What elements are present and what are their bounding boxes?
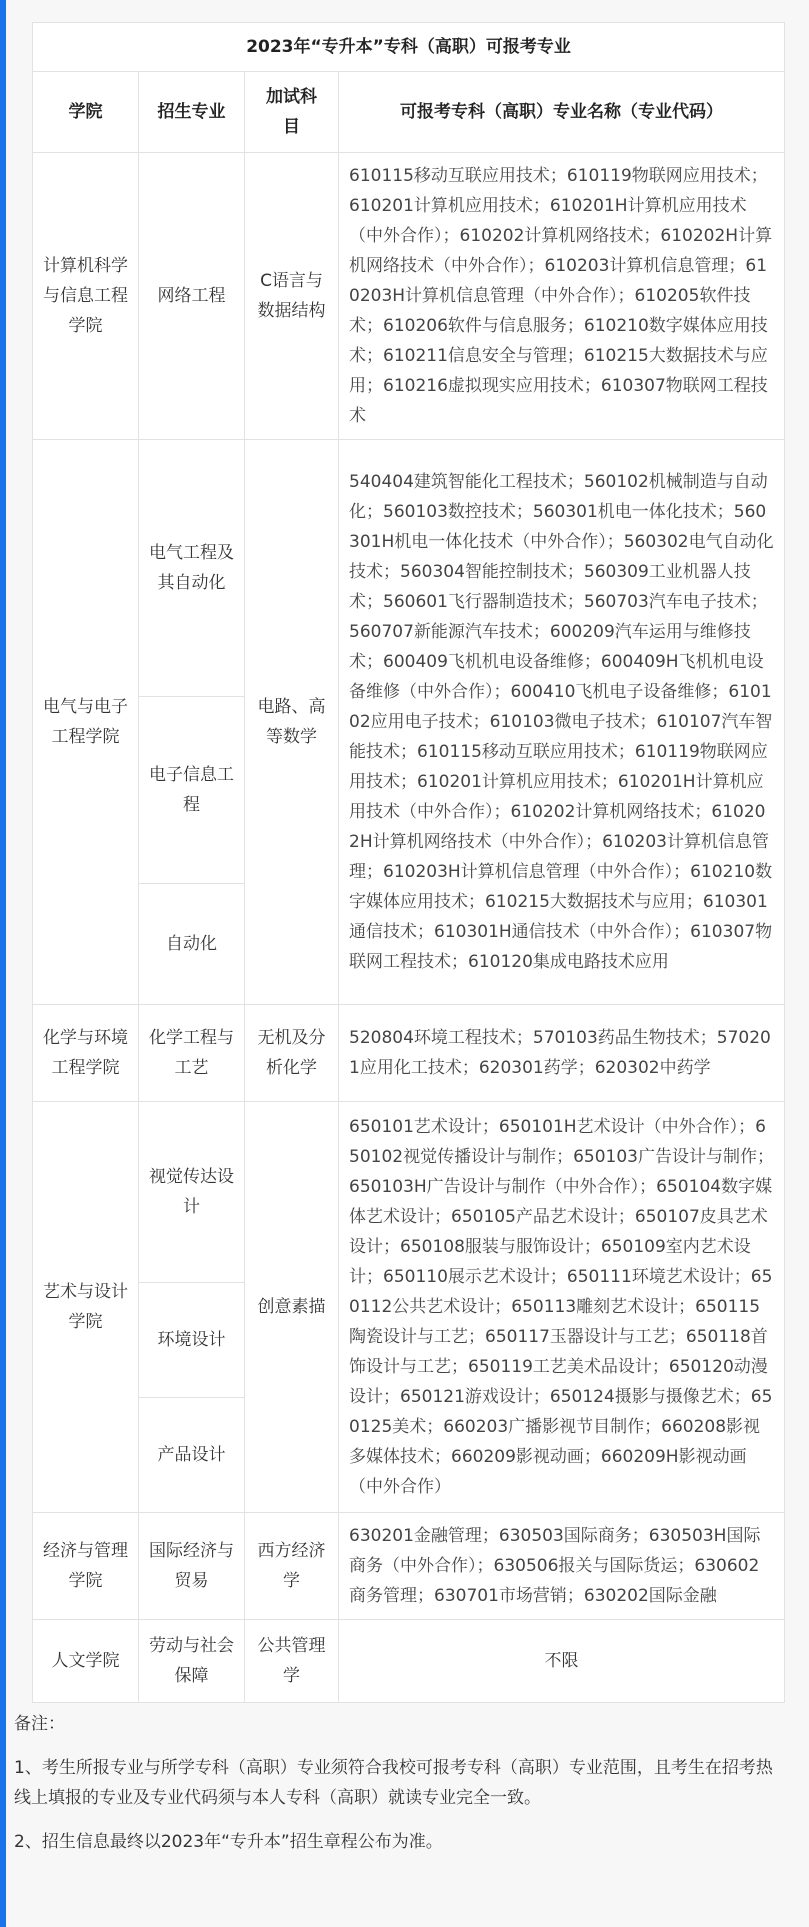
table-row — [33, 440, 785, 697]
exam-cell: 西方经济学 — [245, 1513, 339, 1620]
major-cell: 自动化 — [139, 884, 245, 1005]
college-cell: 人文学院 — [33, 1620, 139, 1703]
table-row — [33, 1102, 785, 1283]
eligible-cell: 540404建筑智能化工程技术；560102机械制造与自动化；560103数控技术；560301机电一体化技术；560301H机电一体化技术（中外合作）；560302电气自动化技术；560304智能控制技术；560309工业机器人技术；560601飞行器制造技术；560703汽车电子技术；560707新能源汽车技术；600209汽车运用与维修技术；600409飞机机电设备维修；600409H飞机机电设备维修（中外合作）；600410飞机电子设备维修；610102应用电子技术；610103微电子技术；610107汽车智能技术；610115移动互联应用技术；610119物联网应用技术；610201计算机应用技术；610201H计算机应用技术（中外合作）；610202计算机网络技术；610202H计算机网络技术（中外合作）；610203计算机信息管理；610203H计算机信息管理（中外合作）；610210数字媒体应用技术；610215大数据技术与应用；610301通信技术；610301H通信技术（中外合作）；610307物联网工程技术；610120集成电路技术应用 — [339, 440, 785, 1005]
header-row — [33, 72, 785, 153]
major-cell: 国际经济与贸易 — [139, 1513, 245, 1620]
major-cell: 电子信息工程 — [139, 697, 245, 884]
header-eligible: 可报考专科（高职）专业名称（专业代码） — [339, 72, 785, 153]
eligible-cell: 650101艺术设计；650101H艺术设计（中外合作）；650102视觉传播设计与制作；650103广告设计与制作；650103H广告设计与制作（中外合作）；650104数字媒体艺术设计；650105产品艺术设计；650107皮具艺术设计；650108服装与服饰设计；650109室内艺术设计；650110展示艺术设计；650111环境艺术设计；650112公共艺术设计；650113雕刻艺术设计；650115陶瓷设计与工艺；650117玉器设计与工艺；650118首饰设计与工艺；650119工艺美术品设计；650120动漫设计；650121游戏设计；650124摄影与摄像艺术；650125美术；660203广播影视节目制作；660208影视多媒体技术；660209影视动画；660209H影视动画（中外合作） — [339, 1102, 785, 1513]
college-cell: 电气与电子工程学院 — [33, 440, 139, 1005]
table-row — [33, 153, 785, 440]
note-item: 1、考生所报专业与所学专科（高职）专业须符合我校可报考专科（高职）专业范围，且考生在招考热线上填报的专业及专业代码须与本人专科（高职）就读专业完全一致。 — [14, 1758, 773, 1808]
majors-table — [32, 22, 785, 1703]
table-row — [33, 1513, 785, 1620]
exam-cell: 电路、高等数学 — [245, 440, 339, 1005]
table-row — [33, 1620, 785, 1703]
major-cell: 网络工程 — [139, 153, 245, 440]
exam-cell: 无机及分析化学 — [245, 1005, 339, 1102]
header-exam: 加试科目 — [245, 72, 339, 153]
eligible-cell: 不限 — [339, 1620, 785, 1703]
college-cell: 化学与环境工程学院 — [33, 1005, 139, 1102]
major-cell: 化学工程与工艺 — [139, 1005, 245, 1102]
table-title: 2023年“专升本”专科（高职）可报考专业 — [33, 23, 785, 72]
note-item: 2、招生信息最终以2023年“专升本”招生章程公布为准。 — [14, 1832, 443, 1852]
exam-cell: C语言与数据结构 — [245, 153, 339, 440]
eligible-cell: 610115移动互联应用技术；610119物联网应用技术；610201计算机应用技术；610201H计算机应用技术（中外合作）；610202计算机网络技术；610202H计算机网络技术（中外合作）；610203计算机信息管理；610203H计算机信息管理（中外合作）；610205软件技术；610206软件与信息服务；610210数字媒体应用技术；610211信息安全与管理；610215大数据技术与应用；610216虚拟现实应用技术；610307物联网工程技术 — [339, 153, 785, 440]
major-cell: 电气工程及其自动化 — [139, 440, 245, 697]
notes — [14, 1709, 784, 1857]
major-cell: 劳动与社会保障 — [139, 1620, 245, 1703]
left-accent-bar — [0, 0, 6, 1927]
eligible-cell: 630201金融管理；630503国际商务；630503H国际商务（中外合作）；630506报关与国际货运；630602商务管理；630701市场营销；630202国际金融 — [339, 1513, 785, 1620]
college-cell: 艺术与设计学院 — [33, 1102, 139, 1513]
major-cell: 视觉传达设计 — [139, 1102, 245, 1283]
content — [14, 22, 784, 1857]
college-cell: 计算机科学与信息工程学院 — [33, 153, 139, 440]
header-major: 招生专业 — [139, 72, 245, 153]
table-row — [33, 1005, 785, 1102]
college-cell: 经济与管理学院 — [33, 1513, 139, 1620]
major-cell: 产品设计 — [139, 1398, 245, 1513]
exam-cell: 创意素描 — [245, 1102, 339, 1513]
exam-cell: 公共管理学 — [245, 1620, 339, 1703]
header-college: 学院 — [33, 72, 139, 153]
title-row — [33, 23, 785, 72]
major-cell: 环境设计 — [139, 1283, 245, 1398]
eligible-cell: 520804环境工程技术；570103药品生物技术；570201应用化工技术；620301药学；620302中药学 — [339, 1005, 785, 1102]
notes-title: 备注： — [14, 1714, 65, 1734]
